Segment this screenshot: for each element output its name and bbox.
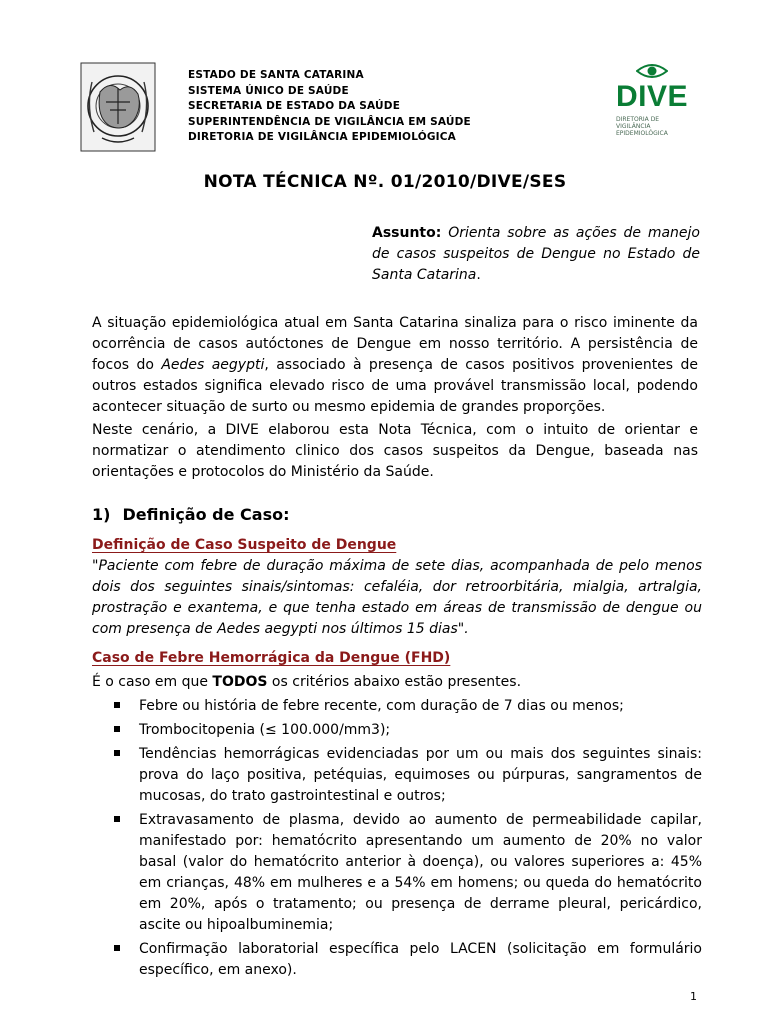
section-heading — [92, 505, 290, 524]
list-item — [92, 720, 702, 741]
list-item-text: Confirmação laboratorial específica pelo LACEN (solicitação em formulário específico, em anexo). — [139, 941, 702, 978]
org-line: SISTEMA ÚNICO DE SAÚDE — [188, 84, 349, 97]
org-line: DIRETORIA DE VIGILÂNCIA EPIDEMIOLÓGICA — [188, 131, 456, 144]
subject-block: Assunto: Orienta sobre as ações de manejo de casos suspeitos de Dengue no Estado de Santa Catarina. — [372, 225, 700, 283]
logo-subtitle: DIRETORIA DE VIGILÂNCIA EPIDEMIOLÓGICA — [616, 116, 668, 137]
list-item — [92, 810, 702, 936]
eye-icon — [636, 62, 668, 80]
fhd-intro-before: É o caso em que — [92, 674, 213, 690]
bullet-square-icon — [114, 816, 120, 822]
paragraph-2: Neste cenário, a DIVE elaborou esta Nota Técnica, com o intuito de orientar e normatizar o atendimento clinico dos casos suspeitos da Dengue, baseada nas orientações e protocolos do Ministério da Saúde. — [92, 422, 698, 480]
bullet-square-icon — [114, 702, 120, 708]
section-title: Definição de Caso: — [122, 505, 290, 524]
list-item — [92, 696, 702, 717]
org-line: SUPERINTENDÊNCIA DE VIGILÂNCIA EM SAÚDE — [188, 115, 471, 128]
paragraph-1-before: A situação epidemiológica atual em Santa Catarina sinaliza para o risco iminente da ocorrência de casos autóctones de Dengue em nosso território. A persistência de focos do — [92, 315, 698, 373]
fhd-intro-bold: TODOS — [212, 674, 268, 690]
bullet-square-icon — [114, 945, 120, 951]
list-item-text: Trombocitopenia (≤ 100.000/mm3); — [139, 722, 391, 738]
suspect-case-heading: Definição de Caso Suspeito de Dengue — [92, 537, 397, 553]
bullet-square-icon — [114, 750, 120, 756]
org-header — [188, 68, 471, 146]
list-item-text: Extravasamento de plasma, devido ao aumento de permeabilidade capilar, manifestado por: hematócrito apresentando um aumento de 20% no valor basal (valor do hematócrito anterior à doença), ou valores superiores a: 45% em crianças, 48% em mulheres e a 54% em homens; ou queda do hematócrito em 20%, após o tratamento; ou presença de derrame pleural, pericárdico, ascite ou hipoalbuminemia; — [139, 812, 702, 933]
dive-logo — [612, 60, 692, 137]
page-title: NOTA TÉCNICA Nº. 01/2010/DIVE/SES — [203, 172, 567, 192]
subject-label: Assunto: — [372, 225, 442, 241]
paragraph-1-emphasis: Aedes aegypti — [161, 357, 265, 373]
suspect-case-quote: "Paciente com febre de duração máxima de sete dias, acompanhada de pelo menos dois dos seguintes sinais/sintomas: cefaléia, dor retroorbitária, mialgia, artralgia, prostração e exantema, e que tenha estado em áreas de transmissão de dengue ou com presença de Aedes aegypti nos últimos 15 dias". — [92, 558, 702, 637]
section-number: 1) — [92, 505, 111, 524]
list-item-text: Febre ou história de febre recente, com duração de 7 dias ou menos; — [139, 698, 624, 714]
bullet-square-icon — [114, 726, 120, 732]
fhd-criteria-list — [92, 696, 702, 984]
fhd-intro — [92, 674, 521, 690]
list-item — [92, 939, 702, 981]
list-item-text: Tendências hemorrágicas evidenciadas por um ou mais dos seguintes sinais: prova do laço positiva, petéquias, equimoses ou púrpuras, sangramentos de mucosas, do trato gastrointestinal e outros; — [139, 746, 702, 804]
list-item — [92, 744, 702, 807]
subject-text: Orienta sobre as ações de manejo de casos suspeitos de Dengue no Estado de Santa Catarina — [372, 225, 700, 283]
org-line: ESTADO DE SANTA CATARINA — [188, 69, 364, 81]
logo-text: DIVE — [615, 80, 689, 113]
org-line: SECRETARIA DE ESTADO DA SAÚDE — [188, 100, 401, 113]
state-seal-icon — [80, 62, 156, 152]
fhd-intro-after: os critérios abaixo estão presentes. — [267, 674, 522, 690]
paragraph-1-after: , associado à presença de casos positivos provenientes de outros estados significa elevado risco de uma provável transmissão local, podendo acontecer situação de surto ou mesmo epidemia de grandes proporções. — [92, 357, 698, 415]
paragraph-1 — [92, 313, 698, 418]
page-number: 1 — [690, 990, 697, 1003]
fhd-heading: Caso de Febre Hemorrágica da Dengue (FHD) — [92, 650, 451, 666]
